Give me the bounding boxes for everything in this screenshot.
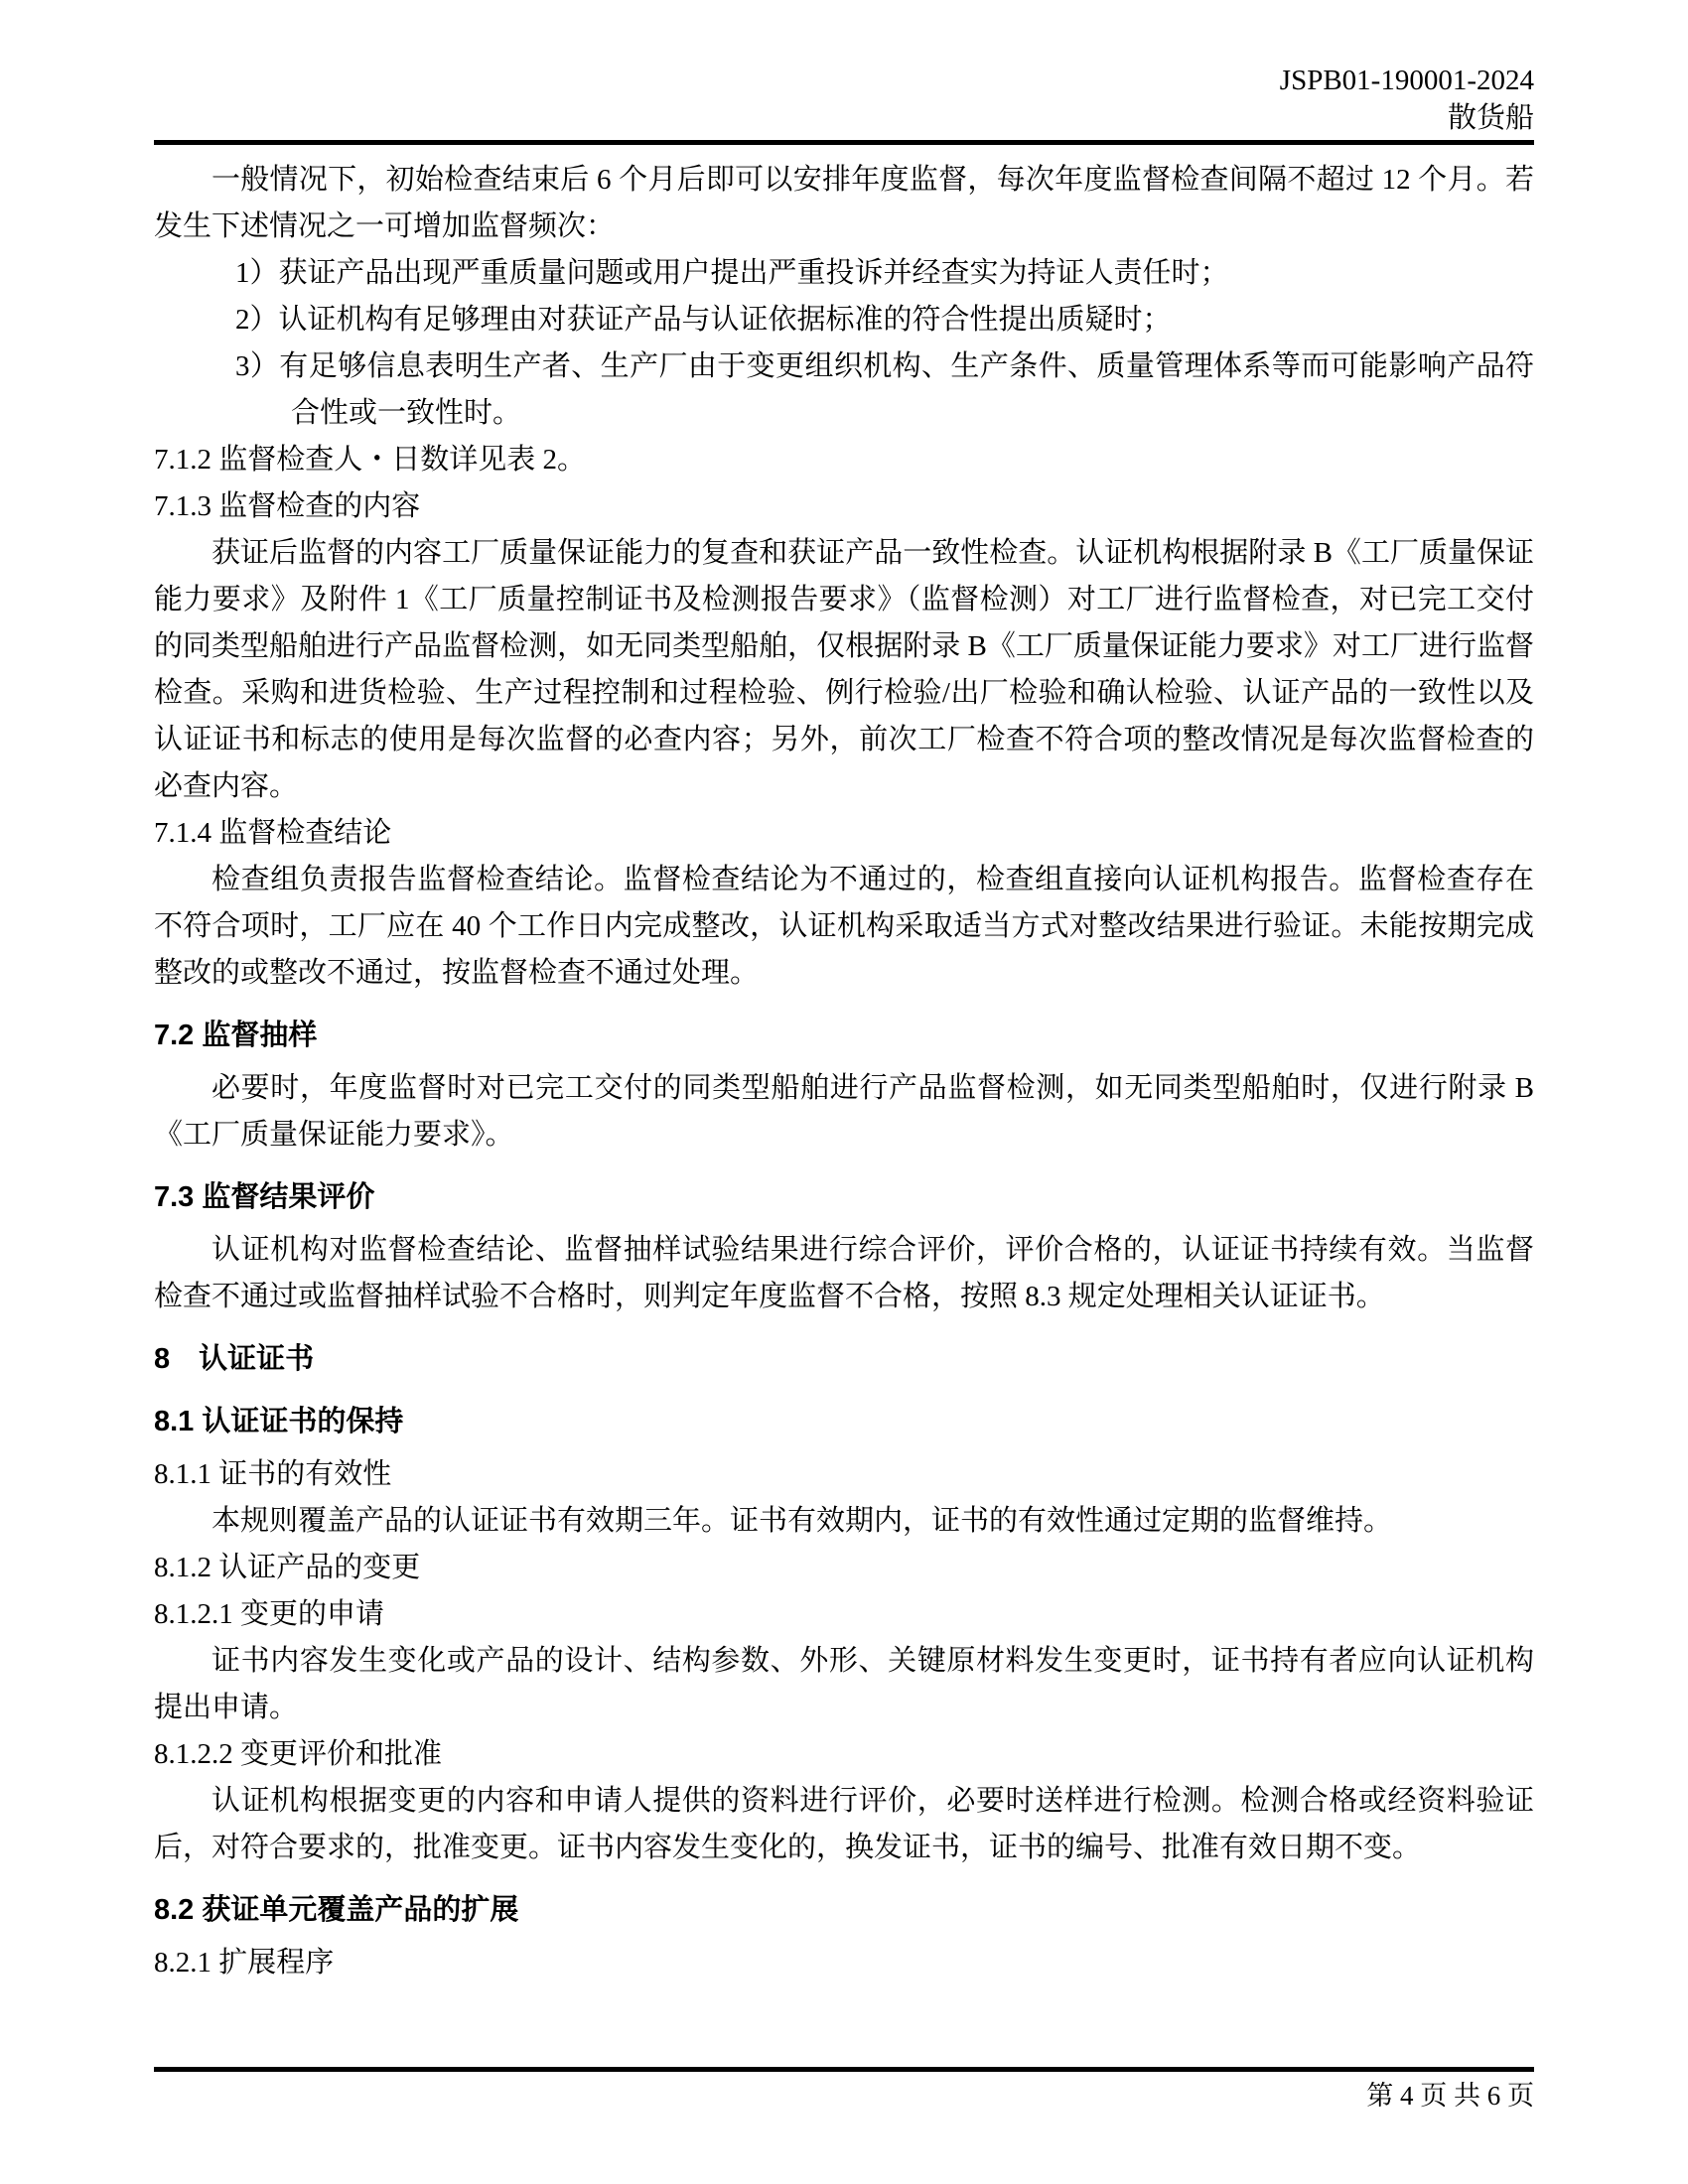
paragraph-list: 3）有足够信息表明生产者、生产厂由于变更组织机构、生产条件、质量管理体系等而可能影响产品符合性或一致性时。 — [235, 350, 1534, 429]
paragraph-para: 获证后监督的内容工厂质量保证能力的复查和获证产品一致性检查。认证机构根据附录 B《工厂质量保证能力要求》及附件 1《工厂质量控制证书及检测报告要求》（监督检测）对工厂进行监督检查，对已完工交付的同类型船舶进行产品监督检测，如无同类型船舶，仅根据附录 B《工厂质量保证能力要求》对工厂进行监督检查。采购和进货检验、生产过程控制和过程检验、例行检验/出厂检验和确认检验、认证产品的一致性以及认证证书和标志的使用是每次监督的必查内容；另外，前次工厂检查不符合项的整改情况是每次监督检查的必查内容。 — [154, 537, 1534, 802]
paragraph-sub: 8.1.2.1 变更的申请 — [154, 1598, 385, 1630]
paragraph-sub: 8.1.1 证书的有效性 — [154, 1458, 392, 1490]
document-body — [154, 157, 1534, 1986]
paragraph-sub: 7.1.4 监督检查结论 — [154, 817, 392, 849]
paragraph-para: 认证机构对监督检查结论、监督抽样试验结果进行综合评价，评价合格的，认证证书持续有效。当监督检查不通过或监督抽样试验不合格时，则判定年度监督不合格，按照 8.3 规定处理相关认证证书。 — [154, 1234, 1534, 1312]
footer-rule — [154, 2067, 1534, 2072]
paragraph-para: 认证机构根据变更的内容和申请人提供的资料进行评价，必要时送样进行检测。检测合格或经资料验证后，对符合要求的，批准变更。证书内容发生变化的，换发证书，证书的编号、批准有效日期不变。 — [154, 1785, 1534, 1863]
paragraph-list: 1）获证产品出现严重质量问题或用户提出严重投诉并经查实为持证人责任时； — [235, 257, 1229, 289]
doc-code: JSPB01-190001-2024 — [1279, 65, 1534, 96]
paragraph-para: 必要时，年度监督时对已完工交付的同类型船舶进行产品监督检测，如无同类型船舶时，仅进行附录 B《工厂质量保证能力要求》。 — [154, 1072, 1534, 1151]
paragraph-heading: 8.1 认证证书的保持 — [154, 1406, 404, 1437]
paragraph-para: 本规则覆盖产品的认证证书有效期三年。证书有效期内，证书的有效性通过定期的监督维持。 — [211, 1505, 1393, 1537]
paragraph-sub: 7.1.2 监督检查人・日数详见表 2。 — [154, 444, 587, 476]
paragraph-heading: 7.2 监督抽样 — [154, 1020, 318, 1051]
page-number: 第 4 页 共 6 页 — [1366, 2081, 1534, 2111]
paragraph-heading: 8.2 获证单元覆盖产品的扩展 — [154, 1894, 519, 1926]
page-header — [1280, 62, 1534, 137]
paragraph-para: 证书内容发生变化或产品的设计、结构参数、外形、关键原材料发生变更时，证书持有者应向认证机构提出申请。 — [154, 1645, 1534, 1723]
paragraph-sub: 8.2.1 扩展程序 — [154, 1947, 335, 1979]
paragraph-para: 检查组负责报告监督检查结论。监督检查结论为不通过的，检查组直接向认证机构报告。监督检查存在不符合项时，工厂应在 40 个工作日内完成整改，认证机构采取适当方式对整改结果进行验证。未能按期完成整改的或整改不通过，按监督检查不通过处理。 — [154, 864, 1534, 989]
doc-product-name: 散货船 — [1447, 102, 1534, 134]
paragraph-heading: 8 认证证书 — [154, 1343, 315, 1375]
header-rule — [154, 140, 1534, 145]
paragraph-sub: 7.1.3 监督检查的内容 — [154, 490, 421, 522]
paragraph-sub: 8.1.2 认证产品的变更 — [154, 1552, 421, 1583]
paragraph-para: 一般情况下，初始检查结束后 6 个月后即可以安排年度监督，每次年度监督检查间隔不超过 12 个月。若发生下述情况之一可增加监督频次： — [154, 164, 1534, 242]
paragraph-heading: 7.3 监督结果评价 — [154, 1181, 375, 1213]
paragraph-sub: 8.1.2.2 变更评价和批准 — [154, 1738, 443, 1770]
paragraph-list: 2）认证机构有足够理由对获证产品与认证依据标准的符合性提出质疑时； — [235, 304, 1172, 336]
